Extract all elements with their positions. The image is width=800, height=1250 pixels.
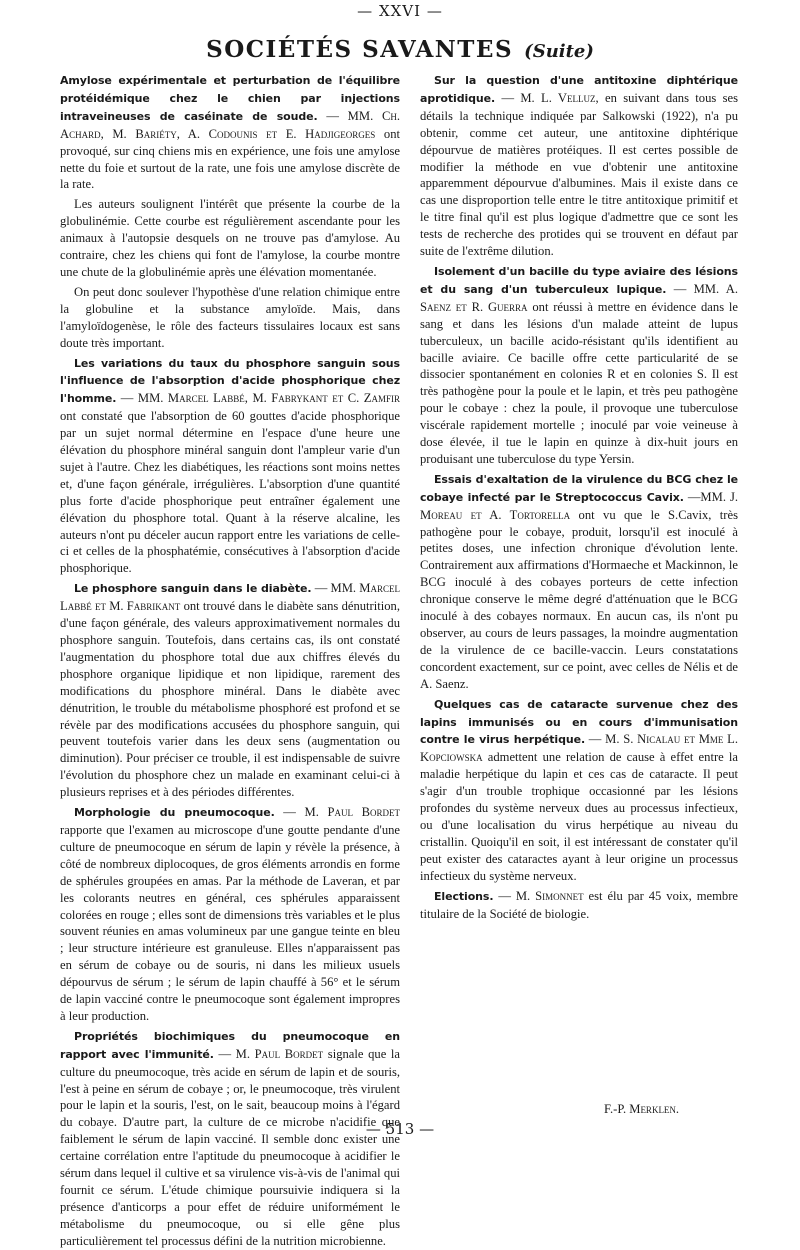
article-heading: Quelques cas de cataracte survenue chez des lapins immunisés ou en cours d'immunisation contre le virus herpétique. [420,697,738,747]
article-heading: Essais d'exaltation de la virulence du BCG chez le cobaye infecté par le Streptococcus Cavix. [420,472,738,504]
article-authors: — M. Paul Bordet [283,805,400,820]
article-morphologie-pneumocoque [60,804,400,1025]
article-paragraph: Les auteurs soulignent l'intérêt que présente la courbe de la globulinémie. Cette courbe est régulièrement ascendante pour les animaux à l'autopsie desquels on ne trouve pas d'amylose. Au contraire, chez les chiens qui font de l'amylose, la courbe montre une chute de la globulinémie après une élévation momentanée. [60,197,400,279]
article-heading: Isolement d'un bacille du type aviaire des lésions et du sang d'un tuberculeux lupique. [420,264,738,296]
right-column [420,72,738,1102]
running-header: — XXVI — [357,2,443,20]
article-heading: Morphologie du pneumocoque. [74,806,275,820]
article-heading: Sur la question d'une antitoxine diphtérique aprotidique. [420,74,738,105]
article-authors: —MM. J. Moreau et A. Tortorella [420,489,739,522]
article-phosphore-variations [60,355,400,578]
article-authors: — M. S. Nicalau et Mme L. Kopciowska [420,732,738,765]
article-authors: — MM. Marcel Labbé et M. Fabrikant [60,581,400,614]
page-number: — 513 — [365,1120,435,1138]
article-body: ont constaté que l'absorption de 60 gouttes d'acide phosphorique par un sujet normal détermine en l'espace d'une heure une élévation du phosphore minéral sanguin dont l'ampleur varie d'un sujet à l'autre. Chez les diabétiques, les réactions sont moins nettes et, d'une façon générale, irrégulières. L'absorption d'une quantité plus forte d'acide phosphorique peut entraîner également une élévation du phosphore total. Quant à la réserve alcaline, les auteurs n'ont pu déceler aucun rapport entre les variations de celle-ci et celles de la phosphatémie, consécutives à l'absorption d'acide phosphorique. [60,409,400,576]
article-proprietes-biochimiques [60,1028,400,1250]
article-authors: — MM. A. Saenz et R. Guerra [420,281,739,314]
article-cataracte [420,696,738,885]
article-body: ont provoqué, sur cinq chiens mis en expérience, une fois une amylose nette du foie et surtout de la rate, une fois une amylose discrète de la rate. [60,126,400,192]
article-bacille-aviaire [420,263,738,468]
article-authors: — MM. Ch. Achard, M. Bariéty, A. Codounis et E. Hadjigeorges [60,108,401,141]
article-heading: Propriétés biochimiques du pneumocoque en rapport avec l'immunité. [60,1029,400,1061]
section-title-suite: (Suite) [524,41,594,62]
article-body: , en suivant dans tous ses détails la technique indiquée par Salkowski (1922), n'a pu obtenir, comme cet auteur, une antitoxine diphtérique dépourvue de matières protéiques. Il est certes possible de modifier la méthode en vue d'obtenir une antitoxine apparemment dépourvue d'albumines. Mais il existe dans ce cas une disproportion telle entre le titre antitoxique primitif et le titre final qu'il est plus logique d'admettre que ce sont les tests de recherche des protides qui se trouvent en défaut par suite de l'extrême dilution. [420,90,738,259]
article-heading: Elections. [434,889,494,903]
article-authors: — M. L. Velluz [501,90,596,105]
article-heading: Amylose expérimentale et perturbation de l'équilibre protéidémique chez le chien par injections intraveineuses de caséinate de soude. [60,74,400,123]
signature: F.-P. Merklen. [604,1102,680,1116]
article-phosphore-diabete [60,580,400,801]
article-body: est élu par 45 voix, membre titulaire de la Société de biologie. [420,888,738,921]
article-bcg [420,471,738,693]
article-body: signale que la culture du pneumocoque, très acide en sérum de lapin et de souris, l'est à peine en sérum de cobaye ; or, le pneumocoque, très virulent pour le lapin et la souris, l'est, on le sait, beaucoup moins à l'égard du cobaye. D'autre part, la culture de ce microbe n'acidifie que faiblement le sérum de lapin vacciné. Il semble donc exister une certaine corrélation entre l'aptitude du pneumocoque à acidifier le sérum dans lequel il cultive et sa virulence vis-à-vis de l'animal qui fournit ce sérum. L'étude chimique poursuivie indiquera si la présence d'anticorps a pour effet de réduire uniformément le métabolisme du pneumocoque, ou si elle gêne plus particulièrement tel processus défini de la nutrition microbienne. [60,1046,400,1248]
article-heading: Le phosphore sanguin dans le diabète. [74,582,312,596]
article-body: ont réussi à mettre en évidence dans le sang et dans les lésions d'un malade atteint de lupus tuberculeux, un bacille acido-résistant qu'ils identifient au bacille aviaire. Ce bacille offre cette particularité de se dissocier spontanément en colonies R et en colonies S. Il est très pathogène pour la poule et le lapin, et très peu pathogène pour le cobaye : chez la poule, il provoque une tuberculose viscérale rapidement mortelle ; inoculé par voie veineuse à dose élevée, il tue le lapin en quinze à dix-huit jours en produisant une tuberculose du type Yersin. [420,299,738,466]
article-authors: — M. Paul Bordet [218,1046,324,1061]
article-body: ont trouvé dans le diabète sans dénutrition, d'une façon générale, des valeurs approximativement normales du phosphore sanguin. Toutefois, dans certains cas, ils ont constaté l'augmentation du phosphore total due aux chiffres élevés du phosphore organique lipidique et non lipidique, rarement des modifications du phosphore minéral. Dans le diabète avec dénutrition, le trouble du métabolisme phosphoré est profond et se révèle par des modifications accusées du phosphore sanguin, qui peuvent toutefois varier dans les deux sens (augmentation ou diminution). Pour préciser ce trouble, il est indispensable de suivre l'évolution du phosphore chez un malade en examinant celui-ci à plusieurs reprises et à des périodes différentes. [60,599,400,800]
article-body: admettent une relation de cause à effet entre la maladie herpétique du lapin et ces cas de cataracte. Il peut s'agir d'un trouble trophique occasionné par les lésions profondes du système nerveux dues au processus infectieux, ou d'une localisation du virus herpétique au niveau du cristallin. Quoiqu'il en soit, il est intéressant de constater qu'il peut exister des cataractes ayant à leur origine un processus infectieux du système nerveux. [420,750,738,883]
article-antitoxine [420,72,738,260]
section-title: SOCIÉTÉS SAVANTES [206,36,514,63]
article-heading: Les variations du taux du phosphore sanguin sous l'influence de l'absorption d'acide phosphorique chez l'homme. [60,356,400,406]
article-elections [420,888,738,923]
page-title [0,36,800,63]
article-authors: — M. Simonnet [498,888,584,903]
article-authors: — MM. Marcel Labbé, M. Fabrykant et C. Zamfir [120,391,400,406]
article-body: ont vu que le S.Cavix, très pathogène pour le cobaye, produit, lorsqu'il est inoculé à petites doses, une infection chronique d'évolution lente. Contrairement aux affirmations d'Hormaeche et Mackinnon, le BCG inoculé à des cobayes porteurs de cette infection chronique conserve le même degré d'atténuation que le BCG inoculé à des cobayes normaux. En aucun cas, ils n'ont pu observer, au cours de leurs passages, la moindre augmentation de la virulence de ce bacille-vaccin. Leurs constatations concordent exactement, sur ce point, avec celles de Nélis et de A. Saenz. [420,507,738,691]
article-amylose [60,72,400,193]
article-body: rapporte que l'examen au microscope d'une goutte pendante d'une culture de pneumocoque en sérum de lapin y révèle la présence, à côté de nombreux diplocoques, de gros éléments arrondis en forme de sphérules groupées en amas. Par la méthode de Laveran, et par les colorants neutres en général, ces sphérules apparaissent colorées en rouge ; elles sont de dimensions très variables et le plus souvent réunies en amas volumineux par une gangue teinte en bleu ; leur structure intérieure est granuleuse. Elles n'apparaissent pas en sérum de cobaye ou de souris, ni dans les milieux usuels dépourvus de sérum ; le sérum de lapin chauffé à 56° et le sérum de lapin vacciné contre le pneumocoque sont également impropres à leur production. [60,822,400,1023]
article-paragraph: On peut donc soulever l'hypothèse d'une relation chimique entre la globuline et la substance amyloïde. Mais, dans l'amyloïdogenèse, le rôle des facteurs tissulaires locaux est sans doute très important. [60,284,400,350]
